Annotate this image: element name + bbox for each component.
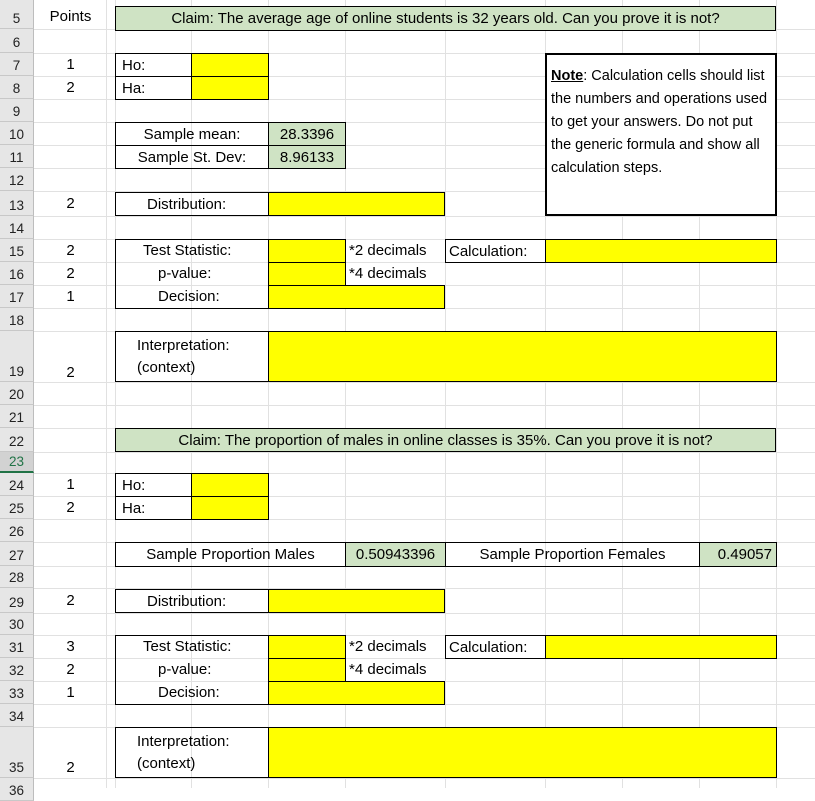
calculation-label-2: Calculation:: [445, 635, 546, 659]
points-ha-1: 2: [66, 79, 75, 96]
claim-2-banner: Claim: The proportion of males in online classes is 35%. Can you prove it is not?: [115, 428, 776, 452]
four-decimals-note-1: *4 decimals: [349, 265, 427, 282]
row-header-5[interactable]: 5: [0, 0, 34, 29]
row-header-35[interactable]: 35: [0, 727, 34, 778]
points-ha-2: 2: [66, 499, 75, 516]
points-ho-2: 1: [66, 476, 75, 493]
interpretation-answer-2[interactable]: [268, 727, 777, 778]
ha-answer-2[interactable]: [191, 496, 269, 520]
row-header-30[interactable]: 30: [0, 613, 34, 635]
sample-sd-value[interactable]: 8.96133: [268, 145, 346, 169]
ha-answer-1[interactable]: [191, 76, 269, 100]
calculation-answer-2[interactable]: [545, 635, 777, 659]
interpretation-answer-1[interactable]: [268, 331, 777, 382]
sample-mean-label: Sample mean:: [115, 122, 269, 146]
row-header-16[interactable]: 16: [0, 262, 34, 285]
p-value-label-1: p-value:: [158, 265, 212, 282]
row-header-18[interactable]: 18: [0, 308, 34, 331]
row-header-26[interactable]: 26: [0, 519, 34, 542]
row-header-24[interactable]: 24: [0, 473, 34, 496]
row-header-21[interactable]: 21: [0, 405, 34, 428]
ho-answer-2[interactable]: [191, 473, 269, 497]
decision-answer-2[interactable]: [268, 681, 445, 705]
row-header-29[interactable]: 29: [0, 588, 34, 613]
ho-label-2: Ho:: [115, 473, 192, 497]
p-value-label-2: p-value:: [158, 661, 212, 678]
interpretation-label-2: [115, 727, 269, 778]
sample-prop-males-value[interactable]: 0.50943396: [345, 542, 446, 567]
points-interpretation-1: 2: [66, 363, 75, 381]
row-header-8[interactable]: 8: [0, 76, 34, 99]
points-header: Points: [49, 8, 92, 25]
points-distribution-1: 2: [66, 195, 75, 212]
decision-answer-1[interactable]: [268, 285, 445, 309]
row-header-36[interactable]: 36: [0, 778, 34, 801]
interpretation-label-2-line1: Interpretation:: [137, 732, 230, 750]
sample-mean-value[interactable]: 28.3396: [268, 122, 346, 146]
row-header-19[interactable]: 19: [0, 331, 34, 382]
p-value-answer-1[interactable]: [268, 262, 346, 286]
points-p-value-2: 2: [66, 661, 75, 678]
test-stat-label-2: Test Statistic:: [143, 638, 232, 655]
row-header-28[interactable]: 28: [0, 566, 34, 588]
distribution-label-1: Distribution:: [115, 192, 269, 216]
ha-label-2: Ha:: [115, 496, 192, 520]
interpretation-label-1: [115, 331, 269, 382]
sample-prop-females-value[interactable]: 0.49057: [699, 542, 777, 567]
two-decimals-note-2: *2 decimals: [349, 638, 427, 655]
points-test-stat-2: 3: [66, 638, 75, 655]
row-header-23[interactable]: 23: [0, 452, 34, 473]
test-stat-label-1: Test Statistic:: [143, 242, 232, 259]
distribution-label-2: Distribution:: [115, 589, 269, 613]
p-value-answer-2[interactable]: [268, 658, 346, 682]
points-distribution-2: 2: [66, 592, 75, 609]
decision-label-1: Decision:: [158, 288, 220, 305]
row-header-15[interactable]: 15: [0, 239, 34, 262]
calculation-answer-1[interactable]: [545, 239, 777, 263]
points-decision-2: 1: [66, 684, 75, 701]
row-header-22[interactable]: 22: [0, 428, 34, 452]
interpretation-label-1-line2: (context): [137, 358, 196, 376]
sample-prop-females-label: Sample Proportion Females: [445, 542, 700, 567]
note-box: [545, 53, 777, 216]
note-title: Note: [551, 68, 584, 84]
ho-label-1: Ho:: [115, 53, 192, 77]
sample-sd-label: Sample St. Dev:: [115, 145, 269, 169]
row-header-9[interactable]: 9: [0, 99, 34, 122]
test-stat-answer-1[interactable]: [268, 239, 346, 263]
ha-label-1: Ha:: [115, 76, 192, 100]
row-header-17[interactable]: 17: [0, 285, 34, 308]
row-header-10[interactable]: 10: [0, 122, 34, 145]
distribution-answer-1[interactable]: [268, 192, 445, 216]
points-decision-1: 1: [66, 288, 75, 305]
points-p-value-1: 2: [66, 265, 75, 282]
decision-label-2: Decision:: [158, 684, 220, 701]
four-decimals-note-2: *4 decimals: [349, 661, 427, 678]
row-header-6[interactable]: 6: [0, 29, 34, 53]
row-header-25[interactable]: 25: [0, 496, 34, 519]
interpretation-label-2-line2: (context): [137, 754, 196, 772]
sample-prop-males-label: Sample Proportion Males: [115, 542, 346, 567]
row-header-27[interactable]: 27: [0, 542, 34, 566]
ho-answer-1[interactable]: [191, 53, 269, 77]
interpretation-label-1-line1: Interpretation:: [137, 336, 230, 354]
claim-1-banner: Claim: The average age of online students is 32 years old. Can you prove it is not?: [115, 6, 776, 31]
distribution-answer-2[interactable]: [268, 589, 445, 613]
row-header-31[interactable]: 31: [0, 635, 34, 658]
calculation-label-1: Calculation:: [445, 239, 546, 263]
row-header-13[interactable]: 13: [0, 191, 34, 216]
points-test-stat-1: 2: [66, 242, 75, 259]
row-header-7[interactable]: 7: [0, 53, 34, 76]
test-stat-answer-2[interactable]: [268, 635, 346, 659]
points-ho-1: 1: [66, 56, 75, 73]
row-header-14[interactable]: 14: [0, 216, 34, 239]
two-decimals-note-1: *2 decimals: [349, 242, 427, 259]
row-header-11[interactable]: 11: [0, 145, 34, 168]
row-header-32[interactable]: 32: [0, 658, 34, 681]
row-header-33[interactable]: 33: [0, 681, 34, 704]
row-header-12[interactable]: 12: [0, 168, 34, 191]
row-header-20[interactable]: 20: [0, 382, 34, 405]
points-interpretation-2: 2: [66, 759, 75, 776]
row-header-34[interactable]: 34: [0, 704, 34, 727]
note-text: : Calculation cells should list the numbers and operations used to get your answers. Do not put the generic formula and show all calculation steps.: [551, 68, 768, 176]
